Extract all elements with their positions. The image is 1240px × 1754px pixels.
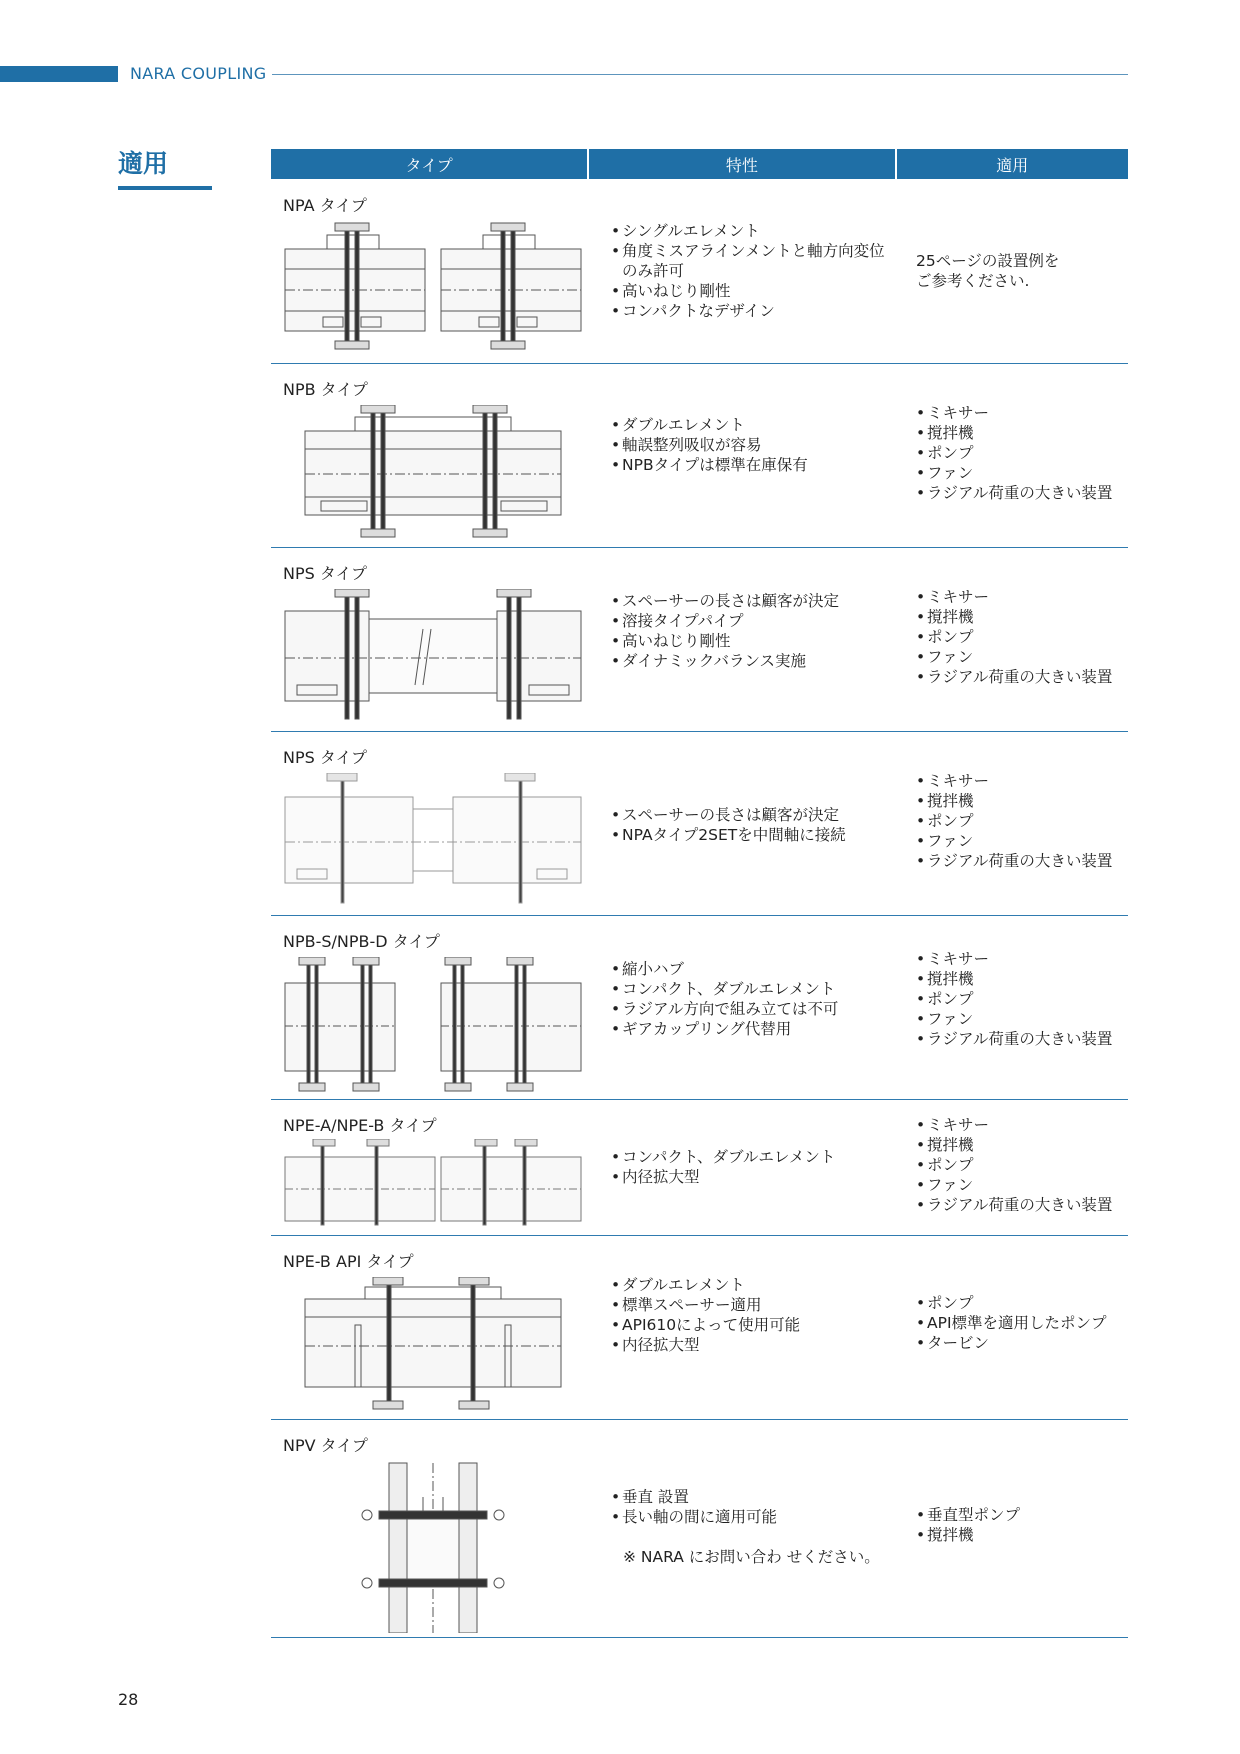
- table-row: [271, 363, 1128, 548]
- header-features: 特性: [587, 149, 894, 179]
- coupling-drawing-nps-spacer: [283, 589, 583, 724]
- header-type: タイプ: [271, 149, 587, 179]
- header-rule: [272, 74, 1128, 75]
- table-row: [271, 1419, 1128, 1638]
- applications-list: • ミキサー • 撹拌機 • ポンプ • ファン • ラジアル荷重の大きい装置: [916, 1116, 1113, 1214]
- contact-note: ※ NARA にお問い合わ せください。: [623, 1548, 880, 1566]
- header-accent-bar: [0, 66, 118, 82]
- table-row: [271, 731, 1128, 916]
- row-type-label: NPA タイプ: [283, 196, 367, 215]
- coupling-drawing-npe-a-b: [283, 1139, 583, 1229]
- features-list: • シングルエレメント • 角度ミスアラインメントと軸方向変位 のみ許可 • 高いねじり剛性 • コンパクトなデザイン: [611, 222, 885, 320]
- features-list: • 縮小ハブ • コンパクト、ダブルエレメント • ラジアル方向で組み立ては不可 • ギアカップリング代替用: [611, 960, 839, 1038]
- table-row: [271, 915, 1128, 1100]
- table-row: [271, 1099, 1128, 1236]
- features-list: • 垂直 設置 • 長い軸の間に適用可能 ※ NARA にお問い合わ せください。: [611, 1488, 880, 1566]
- features-list: • スペーサーの長さは顧客が決定 • NPAタイプ2SETを中間軸に接続: [611, 806, 846, 844]
- applications-list: • ミキサー • 撹拌機 • ポンプ • ファン • ラジアル荷重の大きい装置: [916, 404, 1113, 502]
- row-type-label: NPE-A/NPE-B タイプ: [283, 1116, 437, 1135]
- row-type-label: NPV タイプ: [283, 1436, 368, 1455]
- applications-list: • ミキサー • 撹拌機 • ポンプ • ファン • ラジアル荷重の大きい装置: [916, 588, 1113, 686]
- coupling-drawing-nps-2set: [283, 773, 583, 908]
- row-type-label: NPE-B API タイプ: [283, 1252, 414, 1271]
- applications-list: • 垂直型ポンプ • 撹拌機: [916, 1506, 1021, 1544]
- coupling-drawing-npe-b-api: [283, 1277, 583, 1412]
- coupling-drawing-npb: [283, 405, 583, 540]
- coupling-drawing-npb-s-d: [283, 957, 583, 1092]
- row-type-label: NPS タイプ: [283, 564, 368, 583]
- table-row: [271, 179, 1128, 364]
- application-text: 25ページの設置例を ご参考ください.: [916, 252, 1060, 290]
- coupling-drawing-npa: [283, 221, 583, 356]
- row-type-label: NPS タイプ: [283, 748, 368, 767]
- header-brand: NARA COUPLING: [130, 64, 267, 83]
- section-title-underline: [118, 186, 212, 190]
- applications-list: • ミキサー • 撹拌機 • ポンプ • ファン • ラジアル荷重の大きい装置: [916, 772, 1113, 870]
- row-type-label: NPB-S/NPB-D タイプ: [283, 932, 440, 951]
- features-list: • コンパクト、ダブルエレメント • 内径拡大型: [611, 1148, 836, 1186]
- section-title: 適用: [118, 149, 169, 178]
- table-header: [271, 149, 1128, 179]
- table-row: [271, 547, 1128, 732]
- table-row: [271, 1235, 1128, 1420]
- page-number: 28: [118, 1690, 139, 1709]
- features-list: • スペーサーの長さは顧客が決定 • 溶接タイプパイプ • 高いねじり剛性 • ダイナミックバランス実施: [611, 592, 840, 670]
- applications-list: • ポンプ • API標準を適用したポンプ • タービン: [916, 1294, 1107, 1352]
- header-application: 適用: [895, 149, 1128, 179]
- features-list: • ダブルエレメント • 軸誤整列吸収が容易 • NPBタイプは標準在庫保有: [611, 416, 808, 474]
- features-list: • ダブルエレメント • 標準スペーサー適用 • API610によって使用可能 • 内径拡大型: [611, 1276, 801, 1354]
- coupling-drawing-npv: [283, 1461, 583, 1633]
- row-type-label: NPB タイプ: [283, 380, 368, 399]
- applications-list: • ミキサー • 撹拌機 • ポンプ • ファン • ラジアル荷重の大きい装置: [916, 950, 1113, 1048]
